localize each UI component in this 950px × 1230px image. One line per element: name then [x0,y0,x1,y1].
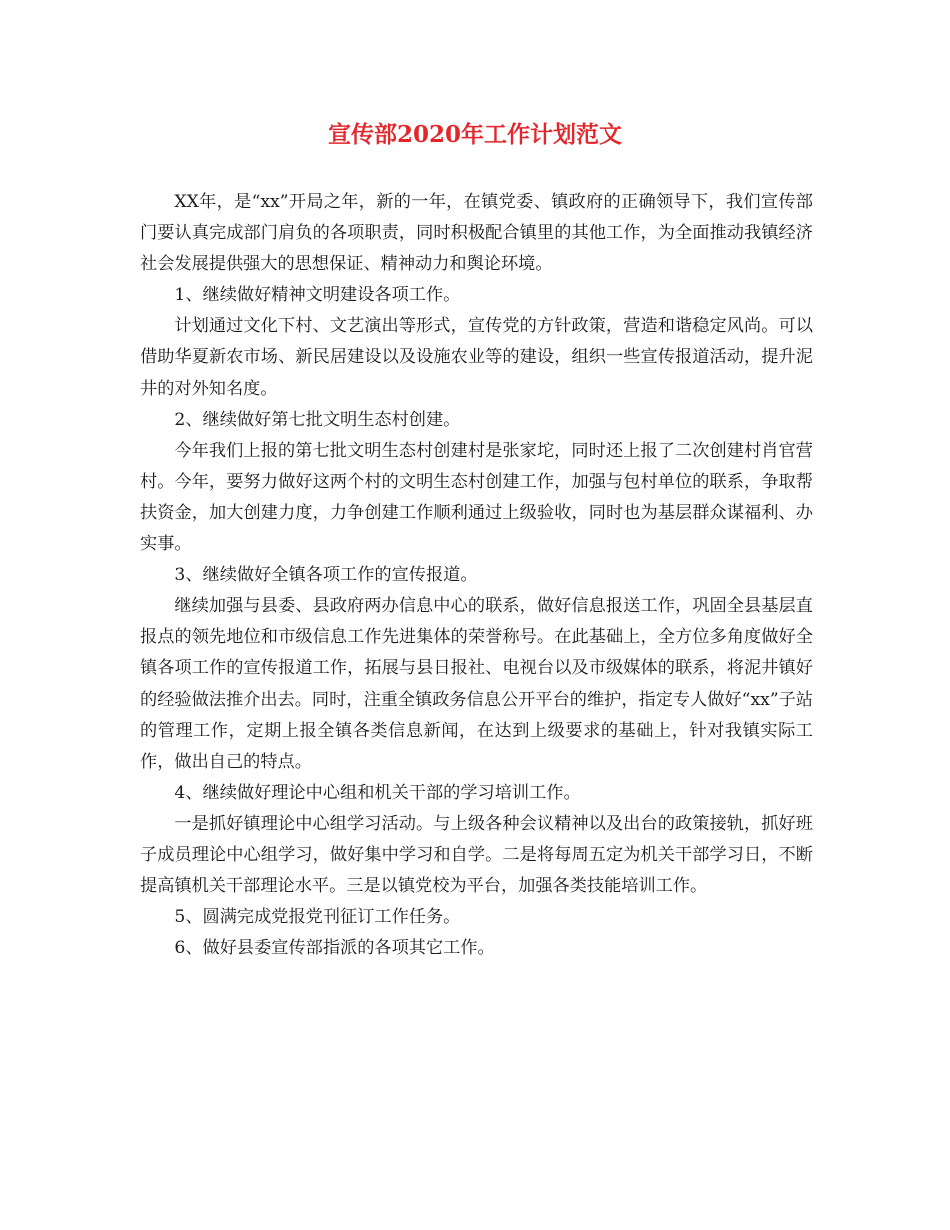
section-body-4: 一是抓好镇理论中心组学习活动。与上级各种会议精神以及出台的政策接轨，抓好班子成员理论中心组学习，做好集中学习和自学。二是将每周五定为机关干部学习日，不断提高镇机关干部理论水平。三是以镇党校为平台，加强各类技能培训工作。 [140,813,813,897]
document-body [140,187,813,964]
section-heading-5: 5、圆满完成党报党刊征订工作任务。 [174,907,461,928]
section-heading-2: 2、继续做好第七批文明生态村创建。 [174,409,461,430]
section-heading-6: 6、做好县委宣传部指派的各项其它工作。 [174,938,495,959]
section-body-1: 计划通过文化下村、文艺演出等形式，宣传党的方针政策，营造和谐稳定风尚。可以借助华夏新农市场、新民居建设以及设施农业等的建设，组织一些宣传报道活动，提升泥井的对外知名度。 [140,316,813,399]
section-heading-3: 3、继续做好全镇各项工作的宣传报道。 [174,565,478,586]
intro-paragraph: XX年，是“xx”开局之年，新的一年，在镇党委、镇政府的正确领导下，我们宣传部门要认真完成部门肩负的各项职责，同时积极配合镇里的其他工作，为全面推动我镇经济社会发展提供强大的思想保证、精神动力和舆论环境。 [140,192,813,275]
document-title: 宣传部2020年工作计划范文 [327,121,622,148]
section-heading-4: 4、继续做好理论中心组和机关干部的学习培训工作。 [174,782,581,803]
section-heading-1: 1、继续做好精神文明建设各项工作。 [174,285,461,306]
section-body-2: 今年我们上报的第七批文明生态村创建村是张家坨，同时还上报了二次创建村肖官营村。今年，要努力做好这两个村的文明生态村创建工作，加强与包村单位的联系，争取帮扶资金，加大创建力度，力争创建工作顺利通过上级验收，同时也为基层群众谋福利、办实事。 [140,440,813,555]
section-body-3: 继续加强与县委、县政府两办信息中心的联系，做好信息报送工作，巩固全县基层直报点的领先地位和市级信息工作先进集体的荣誉称号。在此基础上，全方位多角度做好全镇各项工作的宣传报道工作，拓展与县日报社、电视台以及市级媒体的联系，将泥井镇好的经验做法推介出去。同时，注重全镇政务信息公开平台的维护，指定专人做好“xx”子站的管理工作，定期上报全镇各类信息新闻，在达到上级要求的基础上，针对我镇实际工作，做出自己的特点。 [140,596,813,772]
